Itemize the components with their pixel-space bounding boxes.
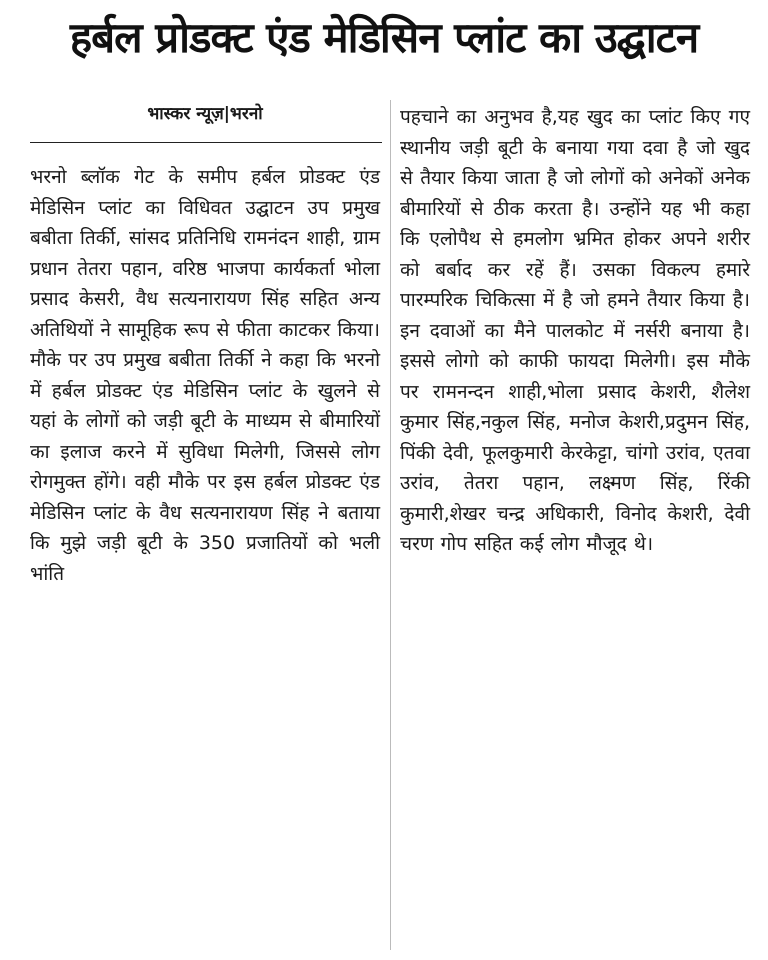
article-byline: भास्कर न्यूज़|भरनो	[147, 104, 263, 124]
article-headline: हर्बल प्रोडक्ट एंड मेडिसिन प्लांट का उद्घाटन	[69, 13, 699, 62]
byline-divider	[30, 142, 382, 143]
article-body-column-left: भरनो ब्लॉक गेट के समीप हर्बल प्रोडक्ट एंड मेडिसिन प्लांट का विधिवत उद्घाटन उप प्रमुख बबीता तिर्की, सांसद प्रतिनिधि रामनंदन शाही, ग्राम प्रधान तेतरा पहान, वरिष्ठ भाजपा कार्यकर्ता भोला प्रसाद केसरी, वैध सत्यनारायण सिंह सहित अन्य अतिथियों ने सामूहिक रूप से फीता काटकर किया। मौके पर उप प्रमुख बबीता तिर्की ने कहा कि भरनो में हर्बल प्रोडक्ट एंड मेडिसिन प्लांट के खुलने से यहां के लोगों को जड़ी बूटी के माध्यम से बीमारियों का इलाज करने में सुविधा मिलेगी, जिससे लोग रोगमुक्त होंगे। वही मौके पर इस हर्बल प्रोडक्ट एंड मेडिसिन प्लांट के वैध सत्यनारायण सिंह ने बताया कि मुझे जड़ी बूटी के 350 प्रजातियों को भली भांति	[30, 166, 380, 585]
article-body-column-right: पहचाने का अनुभव है,यह खुद का प्लांट किए गए स्थानीय जड़ी बूटी के बनाया गया दवा है जो खुद से तैयार किया जाता है जो लोगों को अनेकों अनेक बीमारियों से ठीक करता है। उन्होंने यह भी कहा कि एलोपैथ से हमलोग भ्रमित होकर अपने शरीर को बर्बाद कर रहें हैं। उसका विकल्प हमारे पारम्परिक चिकित्सा में है जो हमने तैयार किया है।इन दवाओं का मैने पालकोट में नर्सरी बनाया है। इससे लोगो को काफी फायदा मिलेगी। इस मौके पर रामनन्दन शाही,भोला प्रसाद केशरी, शैलेश कुमार सिंह,नकुल सिंह, मनोज केशरी,प्रदुमन सिंह, पिंकी देवी, फूलकुमारी केरकेट्टा, चांगो उरांव, एतवा उरांव, तेतरा पहान, लक्ष्मण सिंह, रिंकी कुमारी,शेखर चन्द्र अधिकारी, विनोद केशरी, देवी चरण गोप सहित कई लोग मौजूद थे।	[400, 106, 750, 555]
column-divider	[390, 100, 391, 950]
